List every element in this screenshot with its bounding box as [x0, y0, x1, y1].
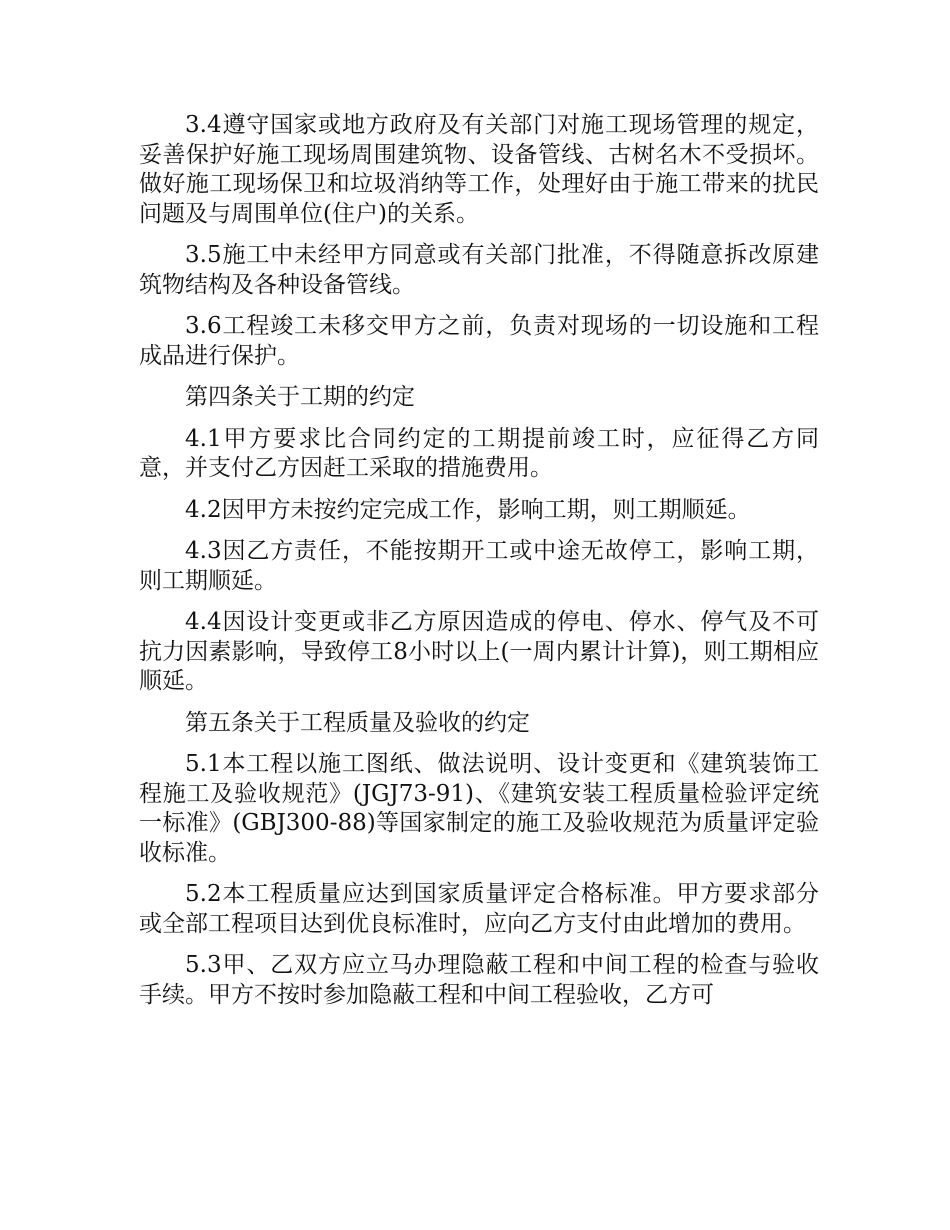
clause-4-3: 4.3因乙方责任，不能按期开工或中途无故停工，影响工期，则工期顺延。 — [139, 538, 819, 594]
clause-3-5: 3.5施工中未经甲方同意或有关部门批准，不得随意拆改原建筑物结构及各种设备管线。 — [139, 242, 819, 298]
clause-5-2: 5.2本工程质量应达到国家质量评定合格标准。甲方要求部分或全部工程项目达到优良标准时，应向乙方支付由此增加的费用。 — [139, 881, 819, 937]
clause-5-3: 5.3甲、乙双方应立马办理隐蔽工程和中间工程的检查与验收手续。甲方不按时参加隐蔽工程和中间工程验收，乙方可 — [139, 952, 819, 1008]
clause-4-4: 4.4因设计变更或非乙方原因造成的停电、停水、停气及不可抗力因素影响，导致停工8小时以上(一周内累计计算)，则工期相应顺延。 — [139, 609, 819, 694]
document-body — [139, 111, 819, 1022]
article-5-heading: 第五条关于工程质量及验收的约定 — [185, 709, 530, 736]
article-4-heading: 第四条关于工期的约定 — [185, 384, 415, 410]
clause-4-1: 4.1甲方要求比合同约定的工期提前竣工时，应征得乙方同意，并支付乙方因赶工采取的措施费用。 — [139, 425, 819, 481]
clause-3-6: 3.6工程竣工未移交甲方之前，负责对现场的一切设施和工程成品进行保护。 — [139, 313, 819, 369]
clause-4-2: 4.2因甲方未按约定完成工作，影响工期，则工期顺延。 — [185, 496, 751, 523]
clause-3-4: 3.4遵守国家或地方政府及有关部门对施工现场管理的规定，妥善保护好施工现场周围建筑物、设备管线、古树名木不受损坏。做好施工现场保卫和垃圾消纳等工作，处理好由于施工带来的扰民问题及与周围单位(住户)的关系。 — [139, 112, 819, 227]
clause-5-1: 5.1本工程以施工图纸、做法说明、设计变更和《建筑装饰工程施工及验收规范》(JGJ73-91)、《建筑安装工程质量检验评定统一标准》(GBJ300-88)等国家制定的施工及验收规范为质量评定验收标准。 — [139, 751, 819, 866]
